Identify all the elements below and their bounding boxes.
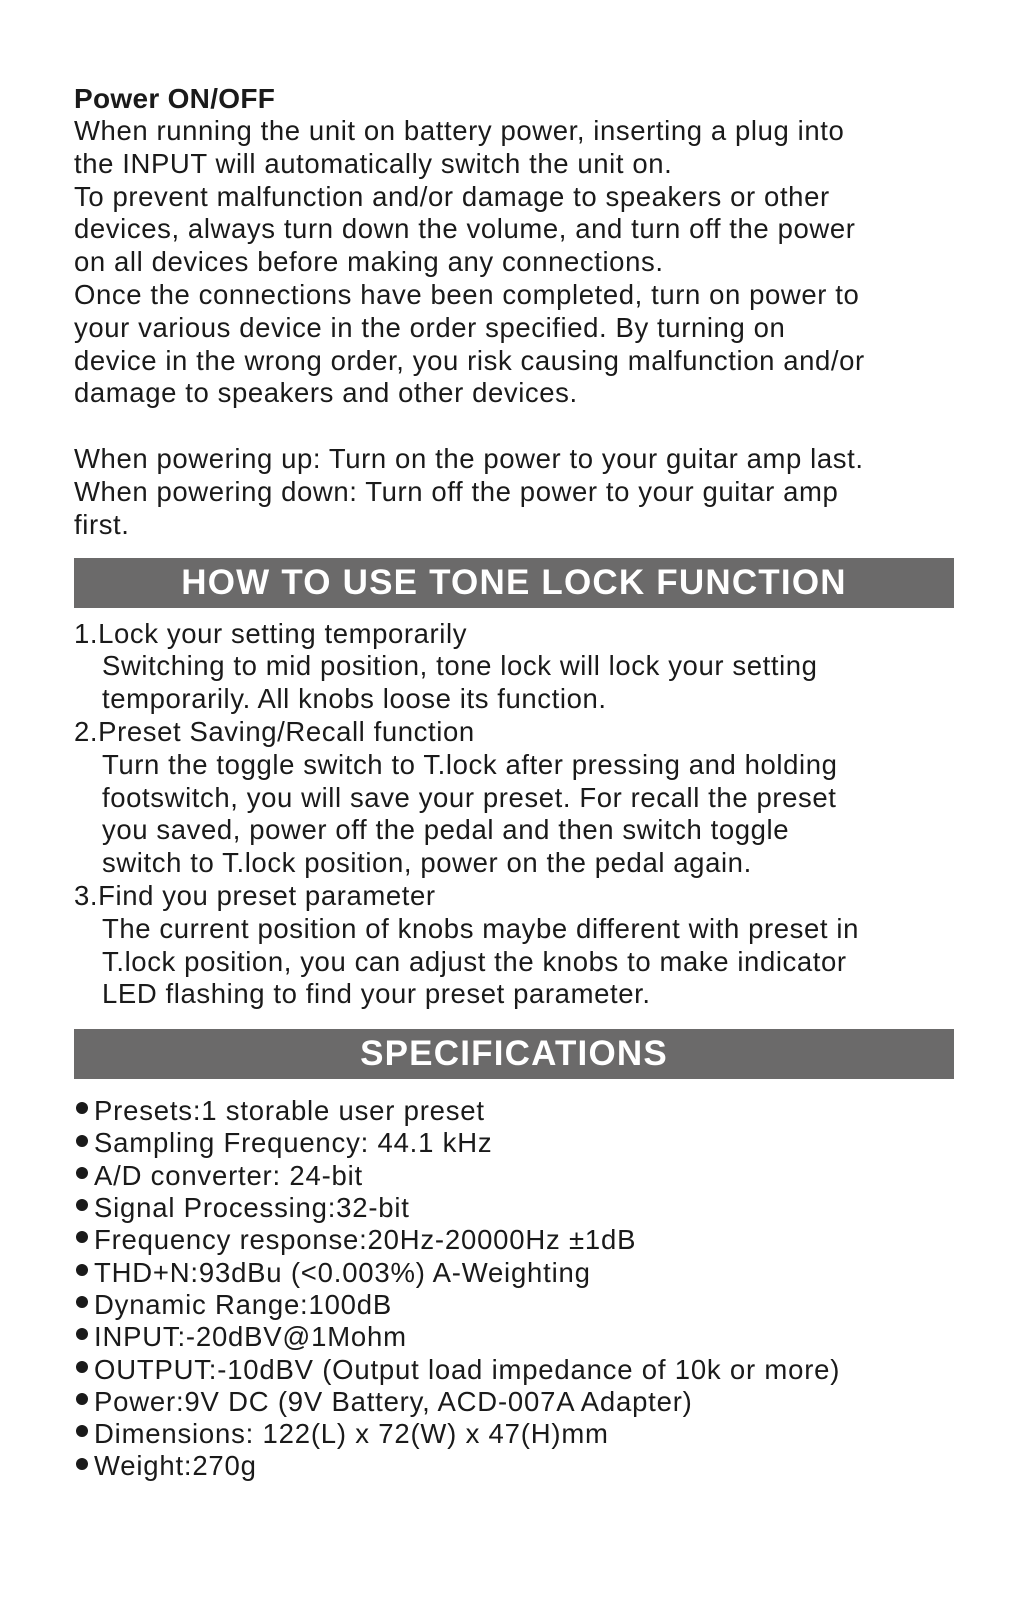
specifications-heading: SPECIFICATIONS [74, 1029, 954, 1079]
tone-lock-item-title: 3.Find you preset parameter [74, 879, 436, 911]
spec-item [74, 1321, 954, 1353]
spec-text: Presets:1 storable user preset [94, 1095, 485, 1127]
power-paragraph-2: To prevent malfunction and/or damage to speakers or other devices, always turn down the volume, and turn off the power on all devices before making any connections. [74, 180, 856, 278]
bullet-icon [76, 1231, 88, 1243]
tone-lock-item-body: Switching to mid position, tone lock will lock your setting temporarily. All knobs loose its function. [102, 650, 818, 715]
spec-text: Sampling Frequency: 44.1 kHz [94, 1127, 493, 1159]
spec-text: THD+N:93dBu (<0.003%) A-Weighting [94, 1256, 591, 1288]
spec-item [74, 1450, 954, 1482]
spec-item [74, 1354, 954, 1386]
spec-item [74, 1224, 954, 1256]
bullet-icon [76, 1135, 88, 1147]
bullet-icon [76, 1264, 88, 1276]
tone-lock-item-body: The current position of knobs maybe different with preset in T.lock position, you can adjust the knobs to make indicator LED flashing to find your preset parameter. [102, 912, 859, 1010]
spec-item [74, 1257, 954, 1289]
spec-item [74, 1289, 954, 1321]
power-up-note: When powering up: Turn on the power to your guitar amp last. [74, 443, 864, 475]
tone-lock-item-title: 2.Preset Saving/Recall function [74, 715, 475, 747]
bullet-icon [76, 1296, 88, 1308]
spec-text: Dynamic Range:100dB [94, 1288, 393, 1320]
tone-lock-item [74, 618, 954, 716]
spec-text: Power:9V DC (9V Battery, ACD-007A Adapter) [94, 1385, 693, 1417]
spec-text: OUTPUT:-10dBV (Output load impedance of 10k or more) [94, 1353, 841, 1385]
bullet-icon [76, 1102, 88, 1114]
power-down-note: When powering down: Turn off the power to your guitar amp first. [74, 475, 839, 540]
spec-item [74, 1127, 954, 1159]
spec-item [74, 1192, 954, 1224]
power-section [74, 82, 954, 542]
spec-item [74, 1095, 954, 1127]
tone-lock-heading: HOW TO USE TONE LOCK FUNCTION [74, 558, 954, 608]
power-paragraph-3: Once the connections have been completed, turn on power to your various device in the order specified. By turning on device in the wrong order, you risk causing malfunction and/or damage to speakers and other devices. [74, 278, 865, 409]
bullet-icon [76, 1393, 88, 1405]
spec-item [74, 1418, 954, 1450]
spec-text: Signal Processing:32-bit [94, 1192, 410, 1224]
manual-page [74, 82, 954, 1483]
spec-text: A/D converter: 24-bit [94, 1159, 363, 1191]
specifications-list [74, 1095, 954, 1483]
spec-text: INPUT:-20dBV@1Mohm [94, 1321, 407, 1353]
bullet-icon [76, 1458, 88, 1470]
tone-lock-item-body: Turn the toggle switch to T.lock after pressing and holding footswitch, you will save your preset. For recall the preset you saved, power off the pedal and then switch toggle switch to T.lock position, power on the pedal again. [102, 748, 838, 879]
tone-lock-list [74, 618, 954, 1012]
spec-item [74, 1160, 954, 1192]
spacer [74, 410, 954, 443]
tone-lock-item [74, 716, 954, 880]
bullet-icon [76, 1328, 88, 1340]
spec-text: Weight:270g [94, 1450, 257, 1482]
spec-text: Dimensions: 122(L) x 72(W) x 47(H)mm [94, 1418, 609, 1450]
tone-lock-item [74, 880, 954, 1011]
power-heading: Power ON/OFF [74, 83, 276, 114]
bullet-icon [76, 1167, 88, 1179]
tone-lock-item-title: 1.Lock your setting temporarily [74, 617, 468, 649]
spec-item [74, 1386, 954, 1418]
power-paragraph-1: When running the unit on battery power, inserting a plug into the INPUT will automatically switch the unit on. [74, 115, 845, 179]
bullet-icon [76, 1361, 88, 1373]
bullet-icon [76, 1199, 88, 1211]
bullet-icon [76, 1425, 88, 1437]
spec-text: Frequency response:20Hz-20000Hz ±1dB [94, 1224, 637, 1256]
